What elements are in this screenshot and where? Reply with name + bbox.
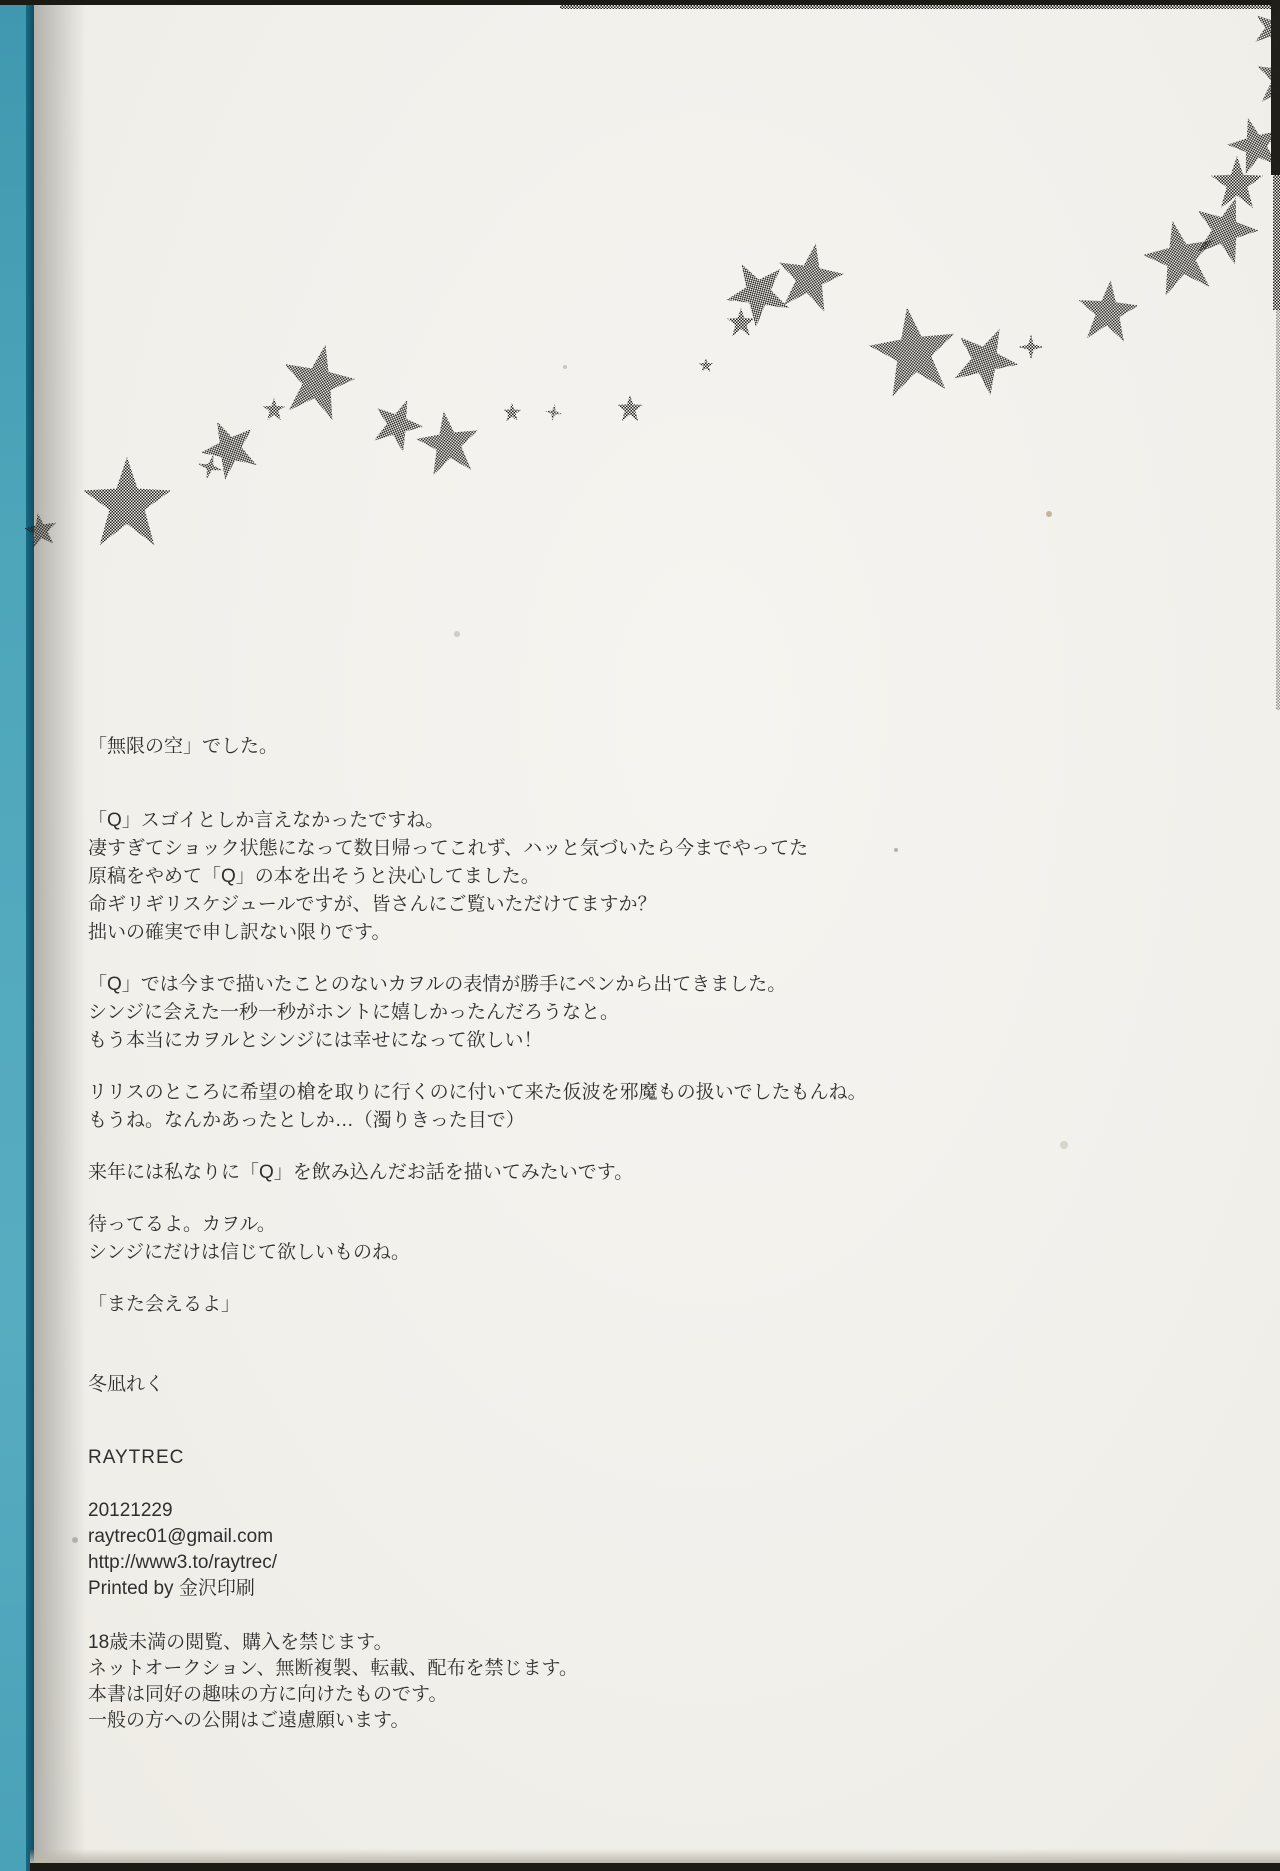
star-icon bbox=[727, 308, 755, 336]
website-url: http://www3.to/raytrec/ bbox=[88, 1552, 278, 1573]
afterword-paragraph bbox=[88, 1291, 240, 1319]
afterword-paragraph bbox=[88, 971, 786, 1055]
text-line: 「Q」では今まで描いたことのないカヲルの表情が勝手にペンから出てきました。 bbox=[88, 974, 787, 995]
author-name: 冬凪れく bbox=[88, 1374, 165, 1395]
disclaimer-line: 18歳未満の閲覧、購入を禁じます。 bbox=[88, 1632, 393, 1653]
star-icon bbox=[503, 403, 521, 421]
sparkle-star-icon bbox=[543, 402, 563, 422]
afterword-paragraph bbox=[88, 1159, 633, 1187]
text-line: 「Q」スゴイとしか言えなかったですね。 bbox=[88, 810, 445, 831]
sparkle-star-icon bbox=[1018, 334, 1044, 360]
star-icon bbox=[83, 457, 171, 545]
star-icon bbox=[263, 398, 285, 420]
star-icon bbox=[1211, 156, 1263, 208]
colophon bbox=[88, 1498, 277, 1602]
star-icon bbox=[617, 395, 643, 421]
contact-email: raytrec01@gmail.com bbox=[88, 1526, 274, 1547]
star-icon bbox=[1075, 277, 1140, 342]
text-line: 原稿をやめて「Q」の本を出そうと決心してました。 bbox=[88, 866, 540, 887]
star-icon bbox=[1251, 45, 1280, 109]
afterword-text-column bbox=[88, 733, 1244, 1734]
afterword-paragraph bbox=[88, 1079, 867, 1135]
star-icon bbox=[413, 407, 483, 477]
star-icon bbox=[864, 301, 961, 398]
text-line: 拙いの確実で申し訳ない限りです。 bbox=[88, 922, 391, 943]
star-icon bbox=[715, 249, 800, 334]
text-line: シンジに会えた一秒一秒がホントに嬉しかったんだろうなと。 bbox=[88, 1002, 620, 1023]
star-icon bbox=[192, 410, 266, 484]
text-line: 命ギリギリスケジュールですが、皆さんにご覧いただけてますか？ bbox=[88, 894, 657, 915]
star-icon bbox=[699, 358, 713, 372]
text-line: 来年には私なりに「Q」を飲み込んだお話を描いてみたいです。 bbox=[88, 1162, 634, 1183]
text-line: リリスのところに希望の槍を取りに行くのに付いて来た仮波を邪魔もの扱いでしたもんね。 bbox=[88, 1082, 867, 1103]
text-line: シンジにだけは信じて欲しいものね。 bbox=[88, 1242, 411, 1263]
printer-credit: Printed by 金沢印刷 bbox=[88, 1578, 255, 1599]
star-icon bbox=[21, 510, 59, 548]
star-icon bbox=[275, 337, 360, 422]
disclaimer-line: ネットオークション、無断複製、転載、配布を禁じます。 bbox=[88, 1658, 579, 1679]
star-icon bbox=[943, 315, 1028, 400]
text-line: 待ってるよ。カヲル。 bbox=[88, 1214, 276, 1235]
star-icon bbox=[1248, 1, 1280, 52]
circle-name: RAYTREC bbox=[88, 1447, 185, 1468]
text-line: もうね。なんかあったとしか…（濁りきった目で） bbox=[88, 1110, 525, 1131]
text-line: もう本当にカヲルとシンジには幸せになって欲しい！ bbox=[88, 1030, 543, 1051]
afterword-paragraph bbox=[88, 807, 808, 947]
star-icon bbox=[1222, 111, 1280, 177]
text-line: 「また会えるよ」 bbox=[88, 1294, 241, 1315]
star-icon bbox=[365, 390, 430, 455]
disclaimer-line: 本書は同好の趣味の方に向けたものです。 bbox=[88, 1684, 448, 1705]
disclaimer-line: 一般の方への公開はご遠慮願います。 bbox=[88, 1710, 410, 1731]
text-line: 凄すぎてショック状態になって数日帰ってこれず、ハッと気づいたら今までやってた bbox=[88, 838, 809, 859]
disclaimer-notice bbox=[88, 1630, 578, 1734]
afterword-paragraph bbox=[88, 1211, 410, 1267]
publish-date: 20121229 bbox=[88, 1500, 173, 1521]
afterword-opening-line: 「無限の空」でした。 bbox=[88, 736, 279, 757]
